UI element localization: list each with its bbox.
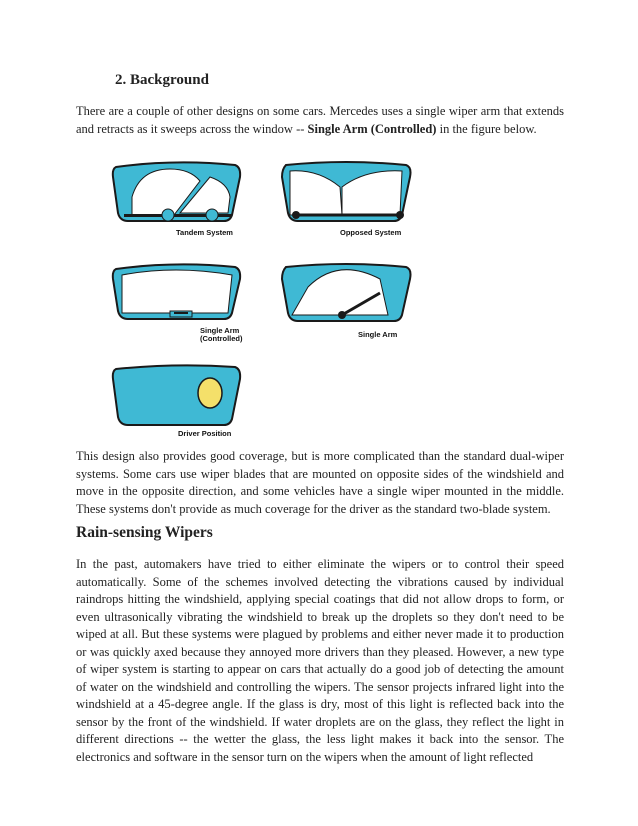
caption-driver-position: Driver Position bbox=[178, 429, 232, 438]
coverage-paragraph: This design also provides good coverage, but is more complicated than the standard dual-wiper systems. Some cars use wiper blades that are mounted on opposite sides of the windshield and move in the opposite direction, and some vehicles have a single wiper mounted in the middle. These systems don't provide as much coverage for the driver as the standard two-blade system. bbox=[76, 449, 564, 516]
caption-opposed-system: Opposed System bbox=[340, 228, 402, 237]
caption-single-arm-controlled: Single Arm (Controlled) bbox=[200, 326, 243, 343]
single-arm-controlled-windshield bbox=[113, 264, 240, 319]
section-heading-background: 2. Background bbox=[115, 72, 209, 88]
tandem-windshield bbox=[113, 162, 240, 221]
caption-single-arm: Single Arm bbox=[358, 330, 398, 339]
single-arm-windshield bbox=[282, 264, 411, 321]
intro-paragraph bbox=[76, 103, 564, 138]
opposed-windshield bbox=[282, 162, 411, 221]
caption-tandem-system: Tandem System bbox=[176, 228, 233, 237]
wiper-diagrams bbox=[110, 157, 420, 447]
intro-text: There are a couple of other designs on some cars. Mercedes uses a single wiper arm that extends and retracts as it sweeps across the window -- bbox=[76, 104, 564, 136]
intro-bold-text: Single Arm (Controlled) bbox=[307, 121, 437, 136]
rain-sensing-paragraph: In the past, automakers have tried to either eliminate the wipers or to control their speed automatically. Some of the schemes involved detecting the vibrations caused by individual raindrops hitting the windshield, applying special coatings that did not allow drops to form, or even ultrasonically vibrating the windshield to break up the droplets so they don't need to be wiped at all. But these systems were plagued by problems and either never made it to production or was quickly axed because they annoyed more drivers than they pleased. However, a new type of wiper system is starting to appear on cars that actually do a good job of detecting the amount of water on the windshield and controlling the wipers. The sensor projects infrared light into the windshield at a 45-degree angle. If the glass is dry, most of this light is reflected back into the sensor by the front of the windshield. If water droplets are on the glass, they reflect the light in different directions -- the wetter the glass, the less light makes it back into the sensor. The electronics and software in the sensor turn on the wipers when the amount of light reflected bbox=[76, 557, 564, 764]
driver-position-windshield bbox=[113, 365, 240, 425]
rain-sensing-heading: Rain-sensing Wipers bbox=[76, 524, 213, 541]
intro-text-end: in the figure below. bbox=[436, 121, 537, 136]
wiper-systems-figure bbox=[110, 157, 420, 447]
